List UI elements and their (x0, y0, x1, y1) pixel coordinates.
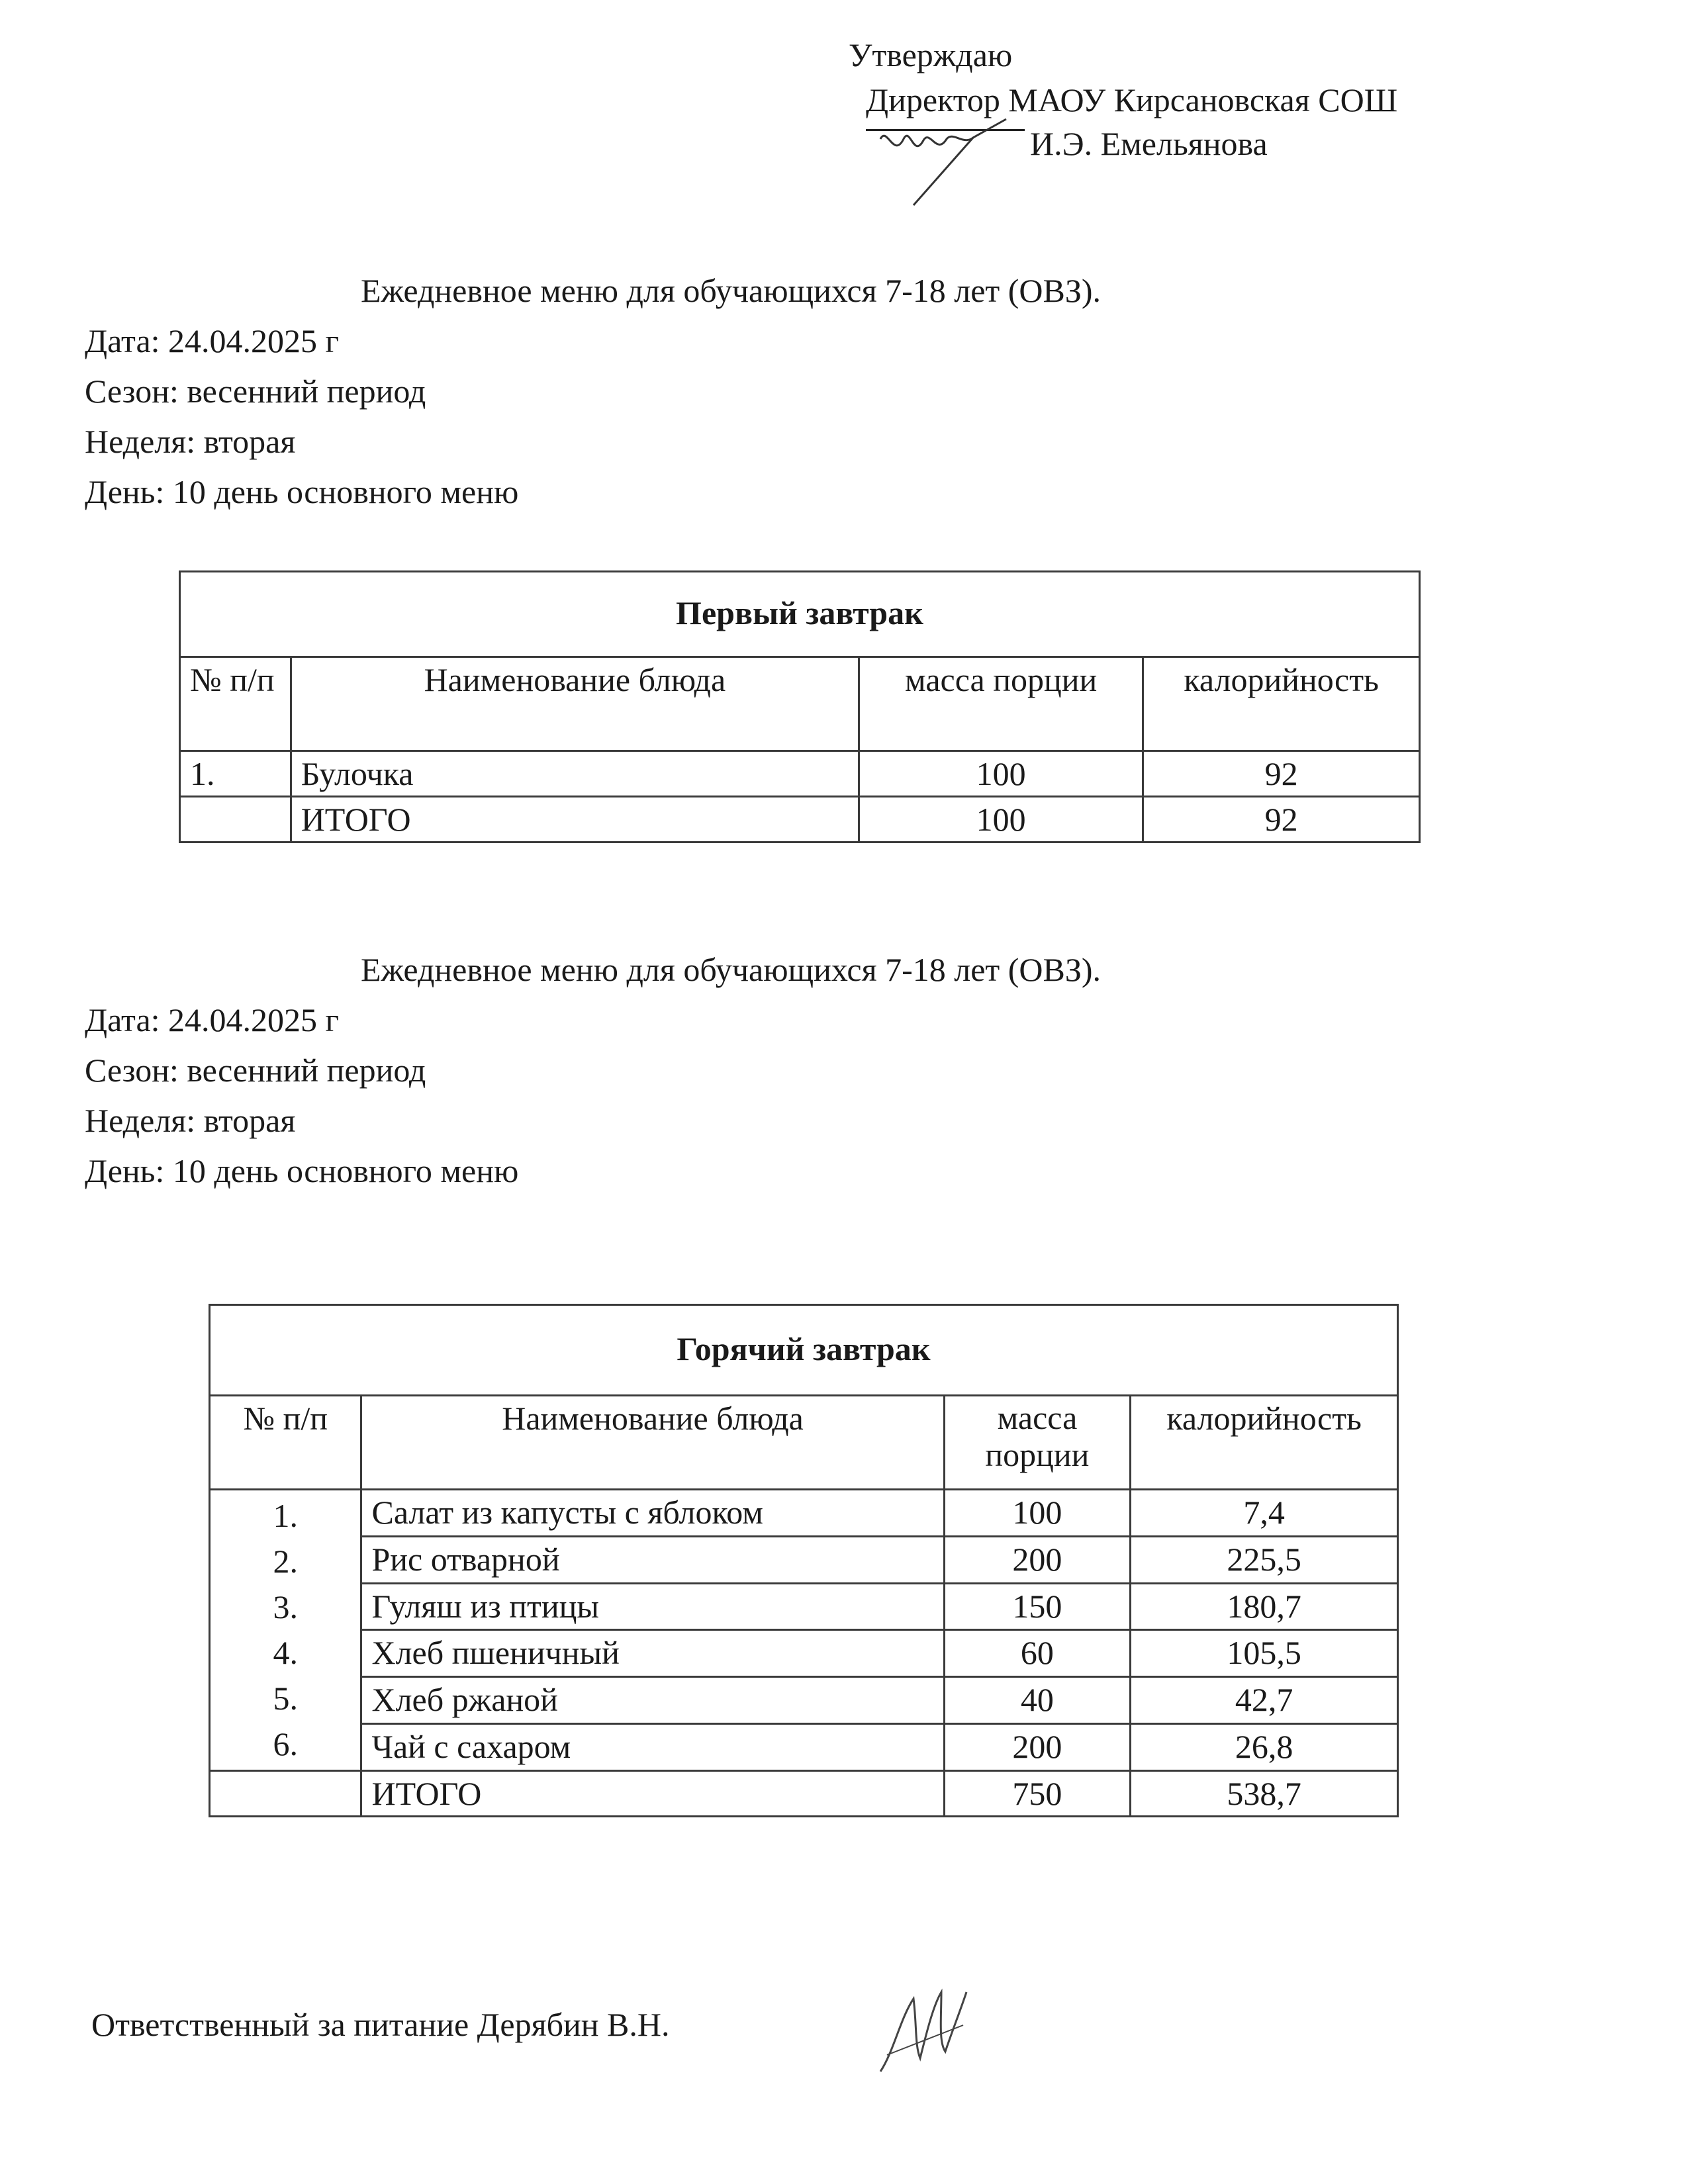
menu-day: День: 10 день основного меню (85, 473, 519, 510)
total-empty-cell (210, 1771, 361, 1817)
calories: 26,8 (1131, 1724, 1398, 1771)
menu-season: Сезон: весенний период (85, 1052, 426, 1089)
menu-day: День: 10 день основного меню (85, 1152, 519, 1189)
dish-name: Булочка (291, 751, 859, 797)
row-number: 5. (273, 1680, 298, 1717)
director-signature-image (874, 99, 1026, 212)
menu-season: Сезон: весенний период (85, 373, 426, 410)
table-row (210, 1724, 1398, 1771)
portion-mass: 150 (944, 1583, 1131, 1630)
calories: 180,7 (1131, 1583, 1398, 1630)
menu-title: Ежедневное меню для обучающихся 7-18 лет (ОВЗ). (361, 272, 1102, 309)
responsible-person: Ответственный за питание Дерябин В.Н. (91, 2006, 670, 2043)
menu-date: Дата: 24.04.2025 г (85, 322, 340, 359)
responsible-signature-image (867, 1979, 973, 2078)
total-calories: 538,7 (1131, 1771, 1398, 1817)
dish-name: Хлеб пшеничный (361, 1630, 944, 1677)
total-label: ИТОГО (291, 797, 859, 842)
total-label: ИТОГО (361, 1771, 944, 1817)
menu-table (209, 1304, 1399, 1817)
portion-mass: 200 (944, 1724, 1131, 1771)
table-row (210, 1536, 1398, 1583)
calories: 225,5 (1131, 1536, 1398, 1583)
menu-table (179, 570, 1421, 843)
row-number: 4. (273, 1634, 298, 1671)
menu-week: Неделя: вторая (85, 1102, 296, 1139)
row-number: 3. (273, 1588, 298, 1625)
table-row (210, 1677, 1398, 1724)
total-empty-cell (180, 797, 291, 842)
total-mass: 100 (859, 797, 1143, 842)
total-row (180, 797, 1420, 842)
dish-name: Рис отварной (361, 1536, 944, 1583)
dish-name: Салат из капусты с яблоком (361, 1490, 944, 1537)
column-header-number: № п/п (210, 1396, 361, 1490)
row-number: 1. (273, 1497, 298, 1534)
approval-heading: Утверждаю (849, 36, 1013, 73)
calories: 92 (1143, 751, 1420, 797)
table-row (180, 751, 1420, 797)
portion-mass: 100 (944, 1490, 1131, 1537)
column-header-name: Наименование блюда (361, 1396, 944, 1490)
column-header-number: № п/п (180, 657, 291, 751)
total-mass: 750 (944, 1771, 1131, 1817)
total-row (210, 1771, 1398, 1817)
column-header-name: Наименование блюда (291, 657, 859, 751)
table-caption: Горячий завтрак (210, 1305, 1398, 1396)
column-header-mass: масса порции (859, 657, 1143, 751)
column-header-mass: масса порции (944, 1396, 1131, 1490)
calories: 105,5 (1131, 1630, 1398, 1677)
column-header-calories: калорийность (1143, 657, 1420, 751)
calories: 42,7 (1131, 1677, 1398, 1724)
table-row (210, 1490, 1398, 1537)
menu-date: Дата: 24.04.2025 г (85, 1001, 340, 1038)
director-name: И.Э. Емельянова (1030, 125, 1268, 162)
portion-mass: 40 (944, 1677, 1131, 1724)
menu-week: Неделя: вторая (85, 423, 296, 460)
row-number: 1. (180, 751, 291, 797)
dish-name: Чай с сахаром (361, 1724, 944, 1771)
table-row (210, 1583, 1398, 1630)
calories: 7,4 (1131, 1490, 1398, 1537)
director-title: Директор МАОУ Кирсановская СОШ (866, 81, 1398, 118)
table-row (210, 1630, 1398, 1677)
column-header-calories: калорийность (1131, 1396, 1398, 1490)
portion-mass: 200 (944, 1536, 1131, 1583)
portion-mass: 100 (859, 751, 1143, 797)
dish-name: Гуляш из птицы (361, 1583, 944, 1630)
dish-name: Хлеб ржаной (361, 1677, 944, 1724)
row-number: 2. (273, 1543, 298, 1580)
row-number: 6. (273, 1725, 298, 1762)
table-caption: Первый завтрак (180, 572, 1420, 657)
portion-mass: 60 (944, 1630, 1131, 1677)
row-numbers-cell (210, 1490, 361, 1771)
total-calories: 92 (1143, 797, 1420, 842)
menu-title: Ежедневное меню для обучающихся 7-18 лет (ОВЗ). (361, 951, 1102, 988)
